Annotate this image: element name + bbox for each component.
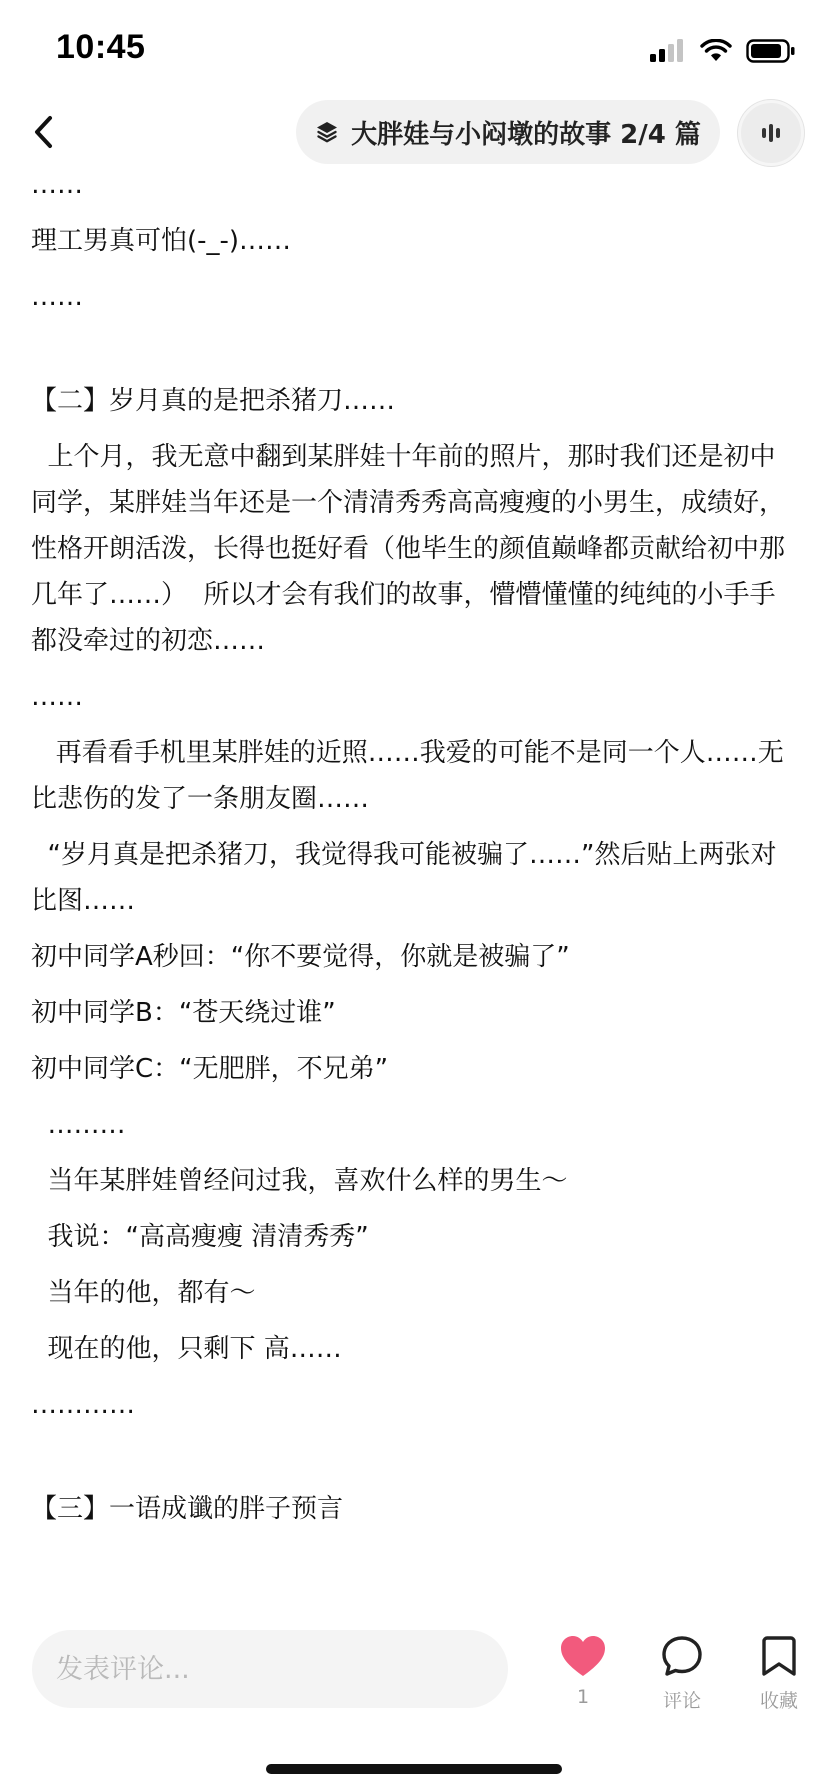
paragraph: 初中同学A秒回：“你不要觉得，你就是被骗了” <box>31 942 570 972</box>
paragraph: 再看看手机里某胖娃的近照……我爱的可能不是同一个人……无比悲伤的发了一条朋友圈…… <box>31 738 784 814</box>
series-title: 大胖娃与小闷墩的故事 2/4 篇 <box>351 119 701 150</box>
like-button[interactable] <box>546 1634 620 1708</box>
favorite-button[interactable] <box>742 1634 816 1713</box>
battery-icon <box>746 39 796 63</box>
status-icons <box>650 36 796 66</box>
wifi-icon <box>700 39 732 63</box>
section-heading: 【二】岁月真的是把杀猪刀…… <box>31 386 396 416</box>
paragraph: 理工男真可怕(-_-)…… <box>31 226 292 256</box>
comment-input[interactable] <box>32 1630 508 1708</box>
paragraph: …… <box>31 682 83 712</box>
paragraph: 我说：“高高瘦瘦 清清秀秀” <box>31 1222 369 1252</box>
article-body <box>31 162 791 1542</box>
signal-icon <box>650 39 686 63</box>
comment-bubble-icon <box>660 1634 704 1678</box>
paragraph: …… <box>31 170 83 200</box>
paragraph-spacer <box>31 330 791 378</box>
nav-bar <box>0 98 828 166</box>
series-pill[interactable] <box>296 100 720 164</box>
status-bar <box>0 0 828 100</box>
status-time: 10:45 <box>56 28 146 66</box>
audio-button[interactable] <box>738 100 804 166</box>
paragraph: 上个月，我无意中翻到某胖娃十年前的照片，那时我们还是初中同学，某胖娃当年还是一个清清秀秀高高瘦瘦的小男生，成绩好，性格开朗活泼，长得也挺好看（他毕生的颜值巅峰都贡献给初中那几年了……） 所以才会有我们的故事，懵懵懂懂的纯纯的小手手都没牵过的初恋…… <box>31 442 786 656</box>
favorite-label: 收藏 <box>759 1690 798 1712</box>
paragraph: 初中同学B：“苍天绕过谁” <box>31 998 336 1028</box>
home-indicator <box>266 1764 562 1774</box>
paragraph: 初中同学C：“无肥胖，不兄弟” <box>31 1054 389 1084</box>
heart-icon <box>559 1634 607 1678</box>
paragraph: ………… <box>31 1390 135 1420</box>
section-heading: 【三】一语成谶的胖子预言 <box>31 1494 344 1524</box>
comment-label: 评论 <box>662 1690 701 1712</box>
paragraph-spacer <box>31 1438 791 1486</box>
audio-wave-icon <box>759 121 783 145</box>
paragraph: ……… <box>31 1110 126 1140</box>
bookmark-icon <box>759 1634 799 1678</box>
paragraph: …… <box>31 282 83 312</box>
chevron-left-icon <box>33 115 55 149</box>
paragraph: 当年的他，都有～ <box>31 1278 256 1308</box>
layers-icon <box>315 120 339 144</box>
paragraph: 当年某胖娃曾经问过我，喜欢什么样的男生～ <box>31 1166 568 1196</box>
back-button[interactable] <box>22 110 66 154</box>
comment-button[interactable] <box>645 1634 719 1713</box>
like-count: 1 <box>576 1686 590 1708</box>
paragraph: 现在的他，只剩下 高…… <box>31 1334 342 1364</box>
paragraph: “岁月真是把杀猪刀，我觉得我可能被骗了……”然后贴上两张对比图…… <box>31 840 777 916</box>
